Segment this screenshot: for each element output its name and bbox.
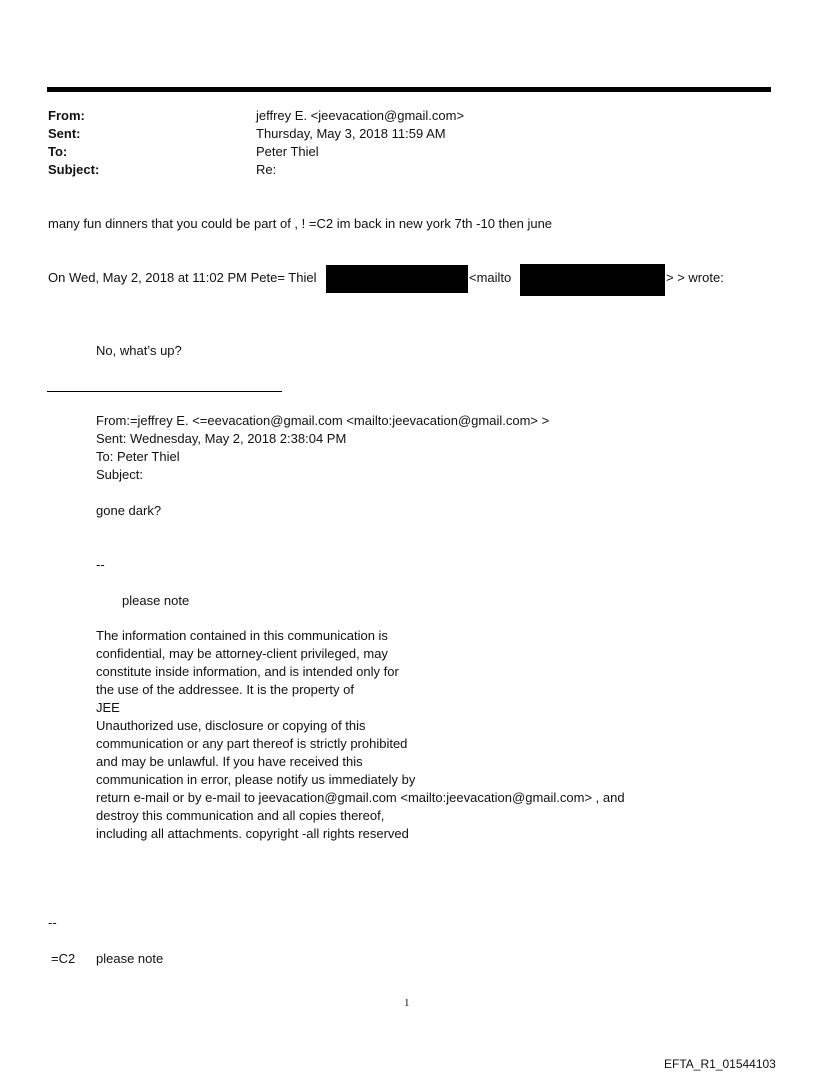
reply-text: No, what’s up? [96,343,182,358]
separator-line [47,391,282,392]
quoted-from: From:=jeffrey E. <=eevacation@gmail.com <mailto:jeevacation@gmail.com> > [96,413,550,428]
subject-value: Re: [256,162,277,177]
footer-c2: =C2 [51,951,76,966]
disclaimer-line: and may be unlawful. If you have received this [96,754,363,769]
subject-label: Subject: [48,162,100,177]
disclaimer-line: Unauthorized use, disclosure or copying of this [96,718,366,733]
quote-intro-end: > > wrote: [666,270,724,285]
disclaimer-line: JEE [96,700,120,715]
header-rule [47,87,771,92]
quoted-message: gone dark? [96,503,162,518]
disclaimer-line: return e-mail or by e-mail to jeevacation@gmail.com <mailto:jeevacation@gmail.com> , and [96,790,625,805]
disclaimer-line: the use of the addressee. It is the property of [96,682,354,697]
sent-label: Sent: [48,126,81,141]
disclaimer-block [96,627,625,843]
redaction-box [326,265,468,293]
redaction-box [520,264,665,296]
body-line: many fun dinners that you could be part of , ! =C2 im back in new york 7th -10 then june [48,216,553,231]
disclaimer-line: including all attachments. copyright -all rights reserved [96,826,409,841]
footer-dash: -- [48,915,57,930]
signature-dash: -- [96,557,105,572]
disclaimer-line: confidential, may be attorney-client privileged, may [96,646,388,661]
from-value: jeffrey E. <jeevacation@gmail.com> [256,108,465,123]
quoted-subject: Subject: [96,467,143,482]
disclaimer-line: communication or any part thereof is strictly prohibited [96,736,408,751]
sent-value: Thursday, May 3, 2018 11:59 AM [256,126,446,141]
disclaimer-line: communication in error, please notify us immediately by [96,772,416,787]
document-id: EFTA_R1_01544103 [664,1057,776,1071]
quoted-sent: Sent: Wednesday, May 2, 2018 2:38:04 PM [96,431,347,446]
quote-intro-mailto: <mailto [469,270,512,285]
disclaimer-line: The information contained in this communication is [96,628,388,643]
page-number: 1 [404,997,410,1009]
from-label: From: [48,108,85,123]
quote-intro-start: On Wed, May 2, 2018 at 11:02 PM Pete= Thiel [48,270,317,285]
disclaimer-line: destroy this communication and all copies thereof, [96,808,385,823]
to-value: Peter Thiel [256,144,319,159]
disclaimer-line: constitute inside information, and is intended only for [96,664,399,679]
to-label: To: [48,144,68,159]
quoted-to: To: Peter Thiel [96,449,180,464]
please-note: please note [122,593,190,608]
footer-please-note: please note [96,951,164,966]
